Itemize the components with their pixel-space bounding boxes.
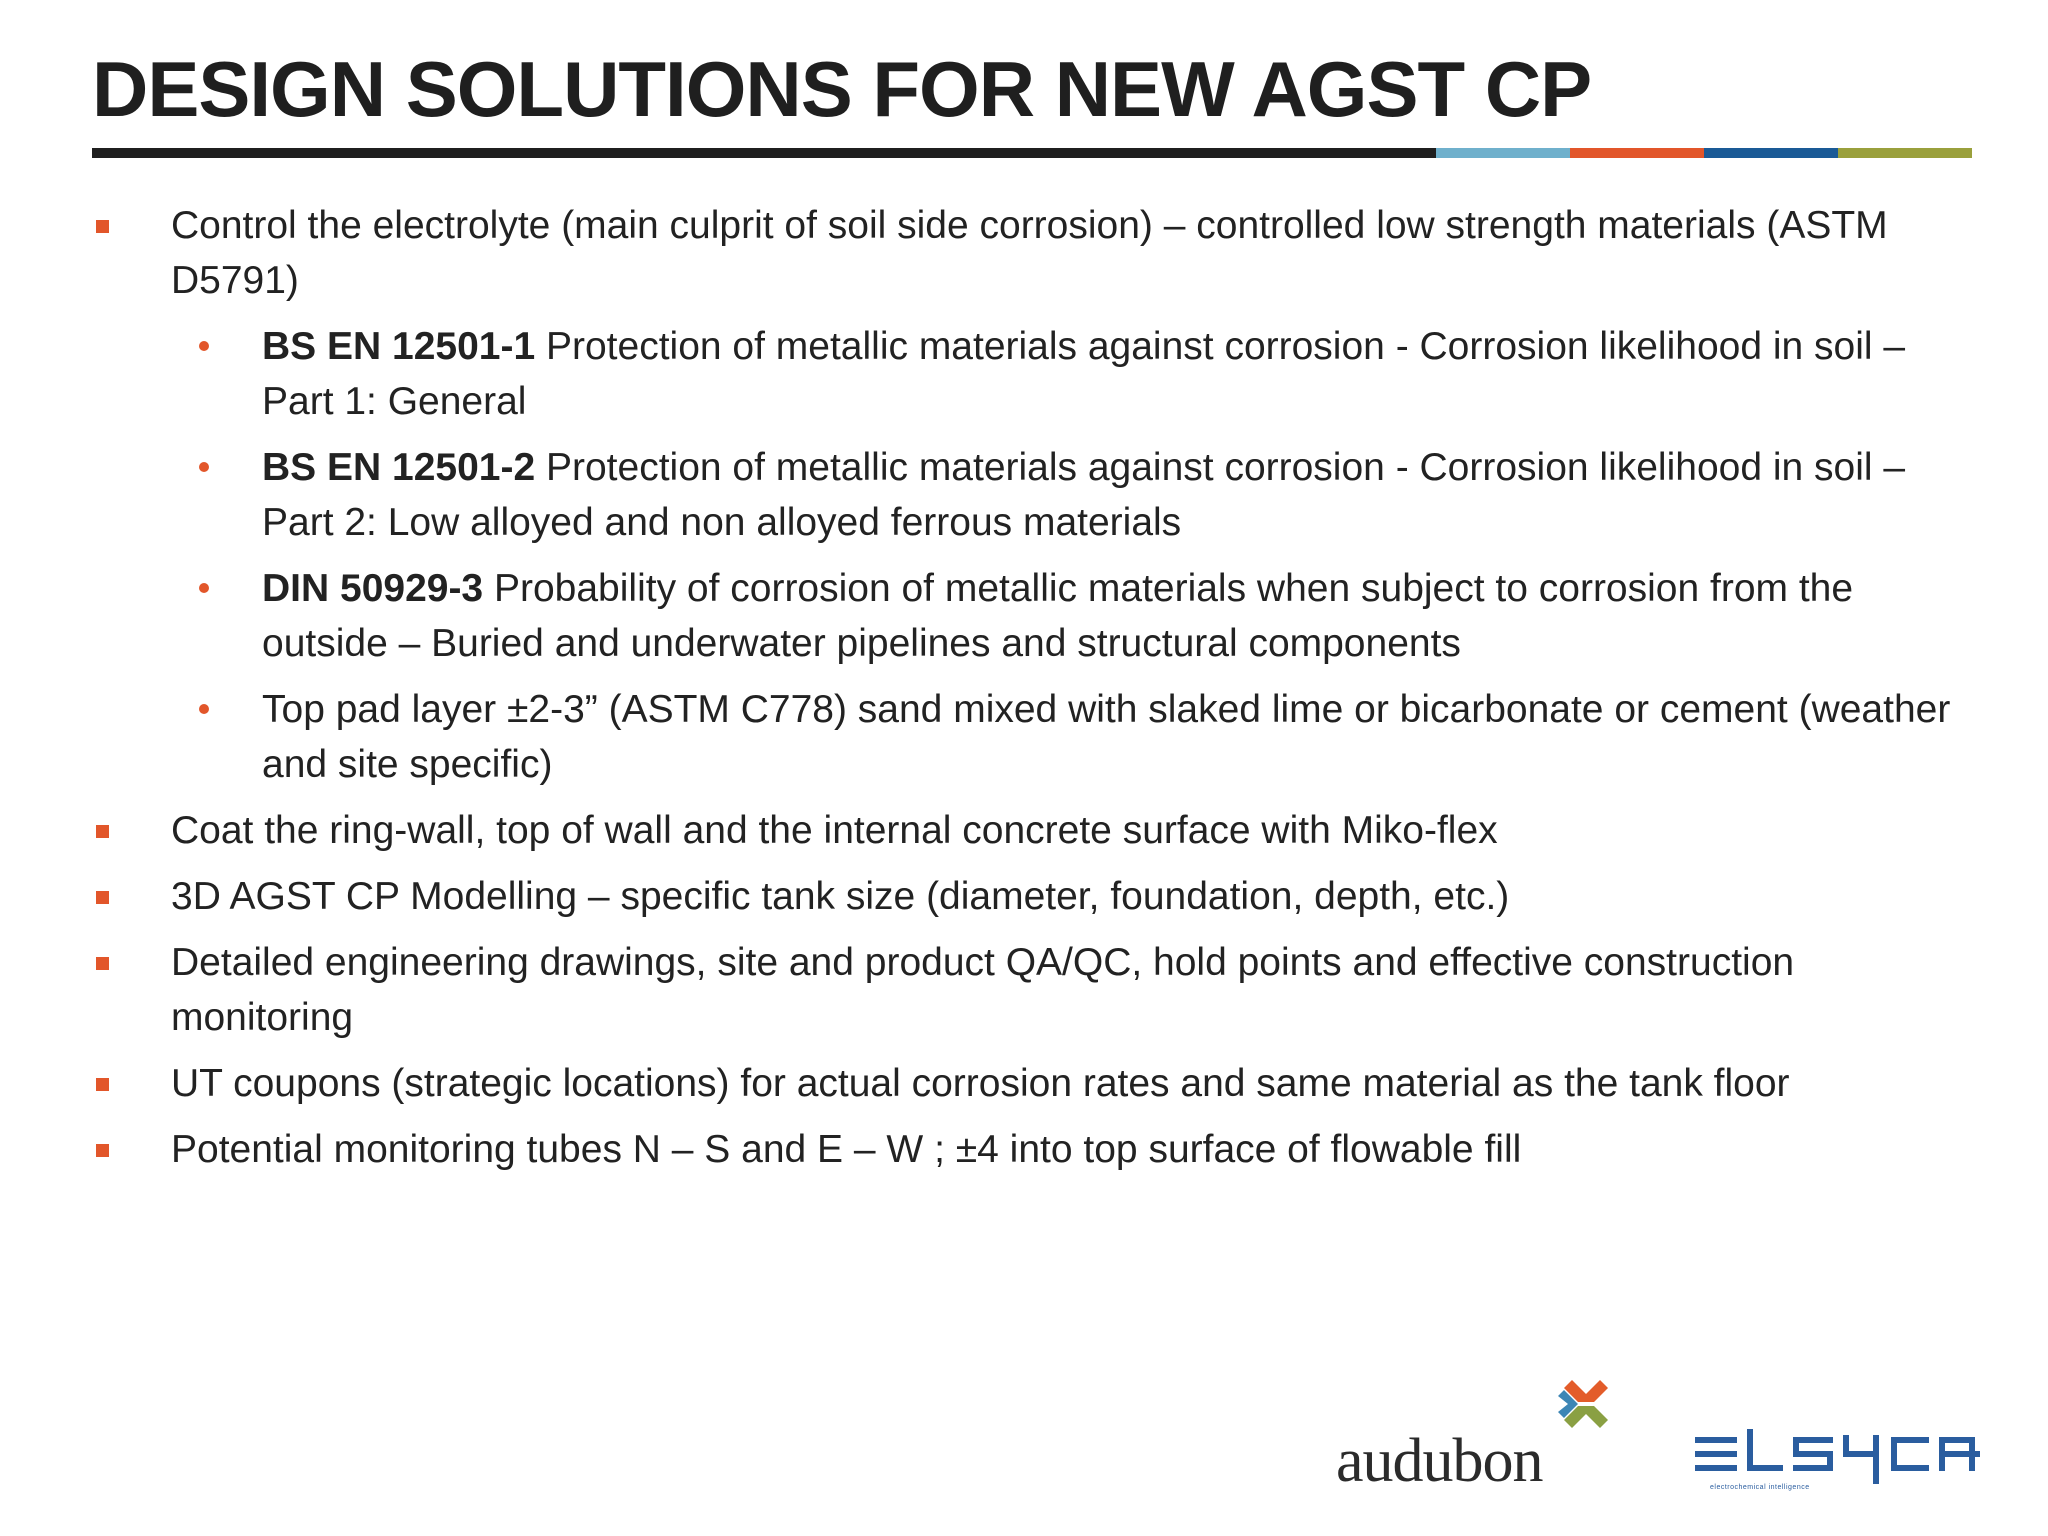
standard-code: BS EN 12501-2 xyxy=(262,446,536,489)
dot-bullet-icon xyxy=(199,704,209,714)
list-item xyxy=(262,319,1972,429)
item-text: Detailed engineering drawings, site and product QA/QC, hold points and effective construction monitoring xyxy=(171,941,1795,1039)
list-item xyxy=(262,440,1972,550)
list-item xyxy=(171,198,1971,308)
square-bullet-icon xyxy=(96,220,109,233)
dot-bullet-icon xyxy=(199,583,209,593)
item-text: Control the electrolyte (main culprit of soil side corrosion) – controlled low strength materials (ASTM D5791) xyxy=(171,204,1888,302)
square-bullet-icon xyxy=(96,957,109,970)
elsyca-logo xyxy=(1690,1428,1980,1508)
standard-code: BS EN 12501-1 xyxy=(262,325,536,368)
dot-bullet-icon xyxy=(199,462,209,472)
title-rule-navy xyxy=(1704,148,1838,158)
title-rule-olive xyxy=(1838,148,1972,158)
title-rule-dark xyxy=(92,148,1436,158)
square-bullet-icon xyxy=(96,825,109,838)
item-text: Coat the ring-wall, top of wall and the internal concrete surface with Miko-flex xyxy=(171,809,1498,852)
square-bullet-icon xyxy=(96,1144,109,1157)
item-text: UT coupons (strategic locations) for actual corrosion rates and same material as the tank floor xyxy=(171,1062,1790,1105)
title-rule-blue xyxy=(1436,148,1570,158)
dot-bullet-icon xyxy=(199,341,209,351)
list-item xyxy=(171,935,1971,1045)
item-text: Protection of metallic materials against corrosion - Corrosion likelihood in soil – Part 1: General xyxy=(262,325,1906,423)
square-bullet-icon xyxy=(96,891,109,904)
standard-code: DIN 50929-3 xyxy=(262,567,484,610)
slide-title: DESIGN SOLUTIONS FOR NEW AGST CP xyxy=(92,45,1592,133)
item-text: Top pad layer ±2-3” (ASTM C778) sand mixed with slaked lime or bicarbonate or cement (weather and site specific) xyxy=(262,688,1951,786)
audubon-wordmark: audubon xyxy=(1336,1427,1543,1495)
title-rule-orange xyxy=(1570,148,1704,158)
list-item xyxy=(262,561,1972,671)
list-item xyxy=(262,682,1972,792)
audubon-logo xyxy=(1336,1376,1626,1496)
item-text: Protection of metallic materials against corrosion - Corrosion likelihood in soil – Part 2: Low alloyed and non alloyed ferrous materials xyxy=(262,446,1906,544)
list-item xyxy=(171,1122,1971,1177)
square-bullet-icon xyxy=(96,1078,109,1091)
item-text: Probability of corrosion of metallic materials when subject to corrosion from the outside – Buried and underwater pipelines and structural components xyxy=(262,567,1854,665)
list-item xyxy=(171,803,1971,858)
elsyca-tagline: electrochemical intelligence xyxy=(1710,1484,1810,1491)
item-text: 3D AGST CP Modelling – specific tank size (diameter, foundation, depth, etc.) xyxy=(171,875,1510,918)
audubon-cross-icon xyxy=(1558,1376,1614,1432)
list-item xyxy=(171,869,1971,924)
elsyca-wordmark xyxy=(1690,1428,1980,1484)
item-text: Potential monitoring tubes N – S and E – W ; ±4 into top surface of flowable fill xyxy=(171,1128,1522,1171)
list-item xyxy=(171,1056,1971,1111)
